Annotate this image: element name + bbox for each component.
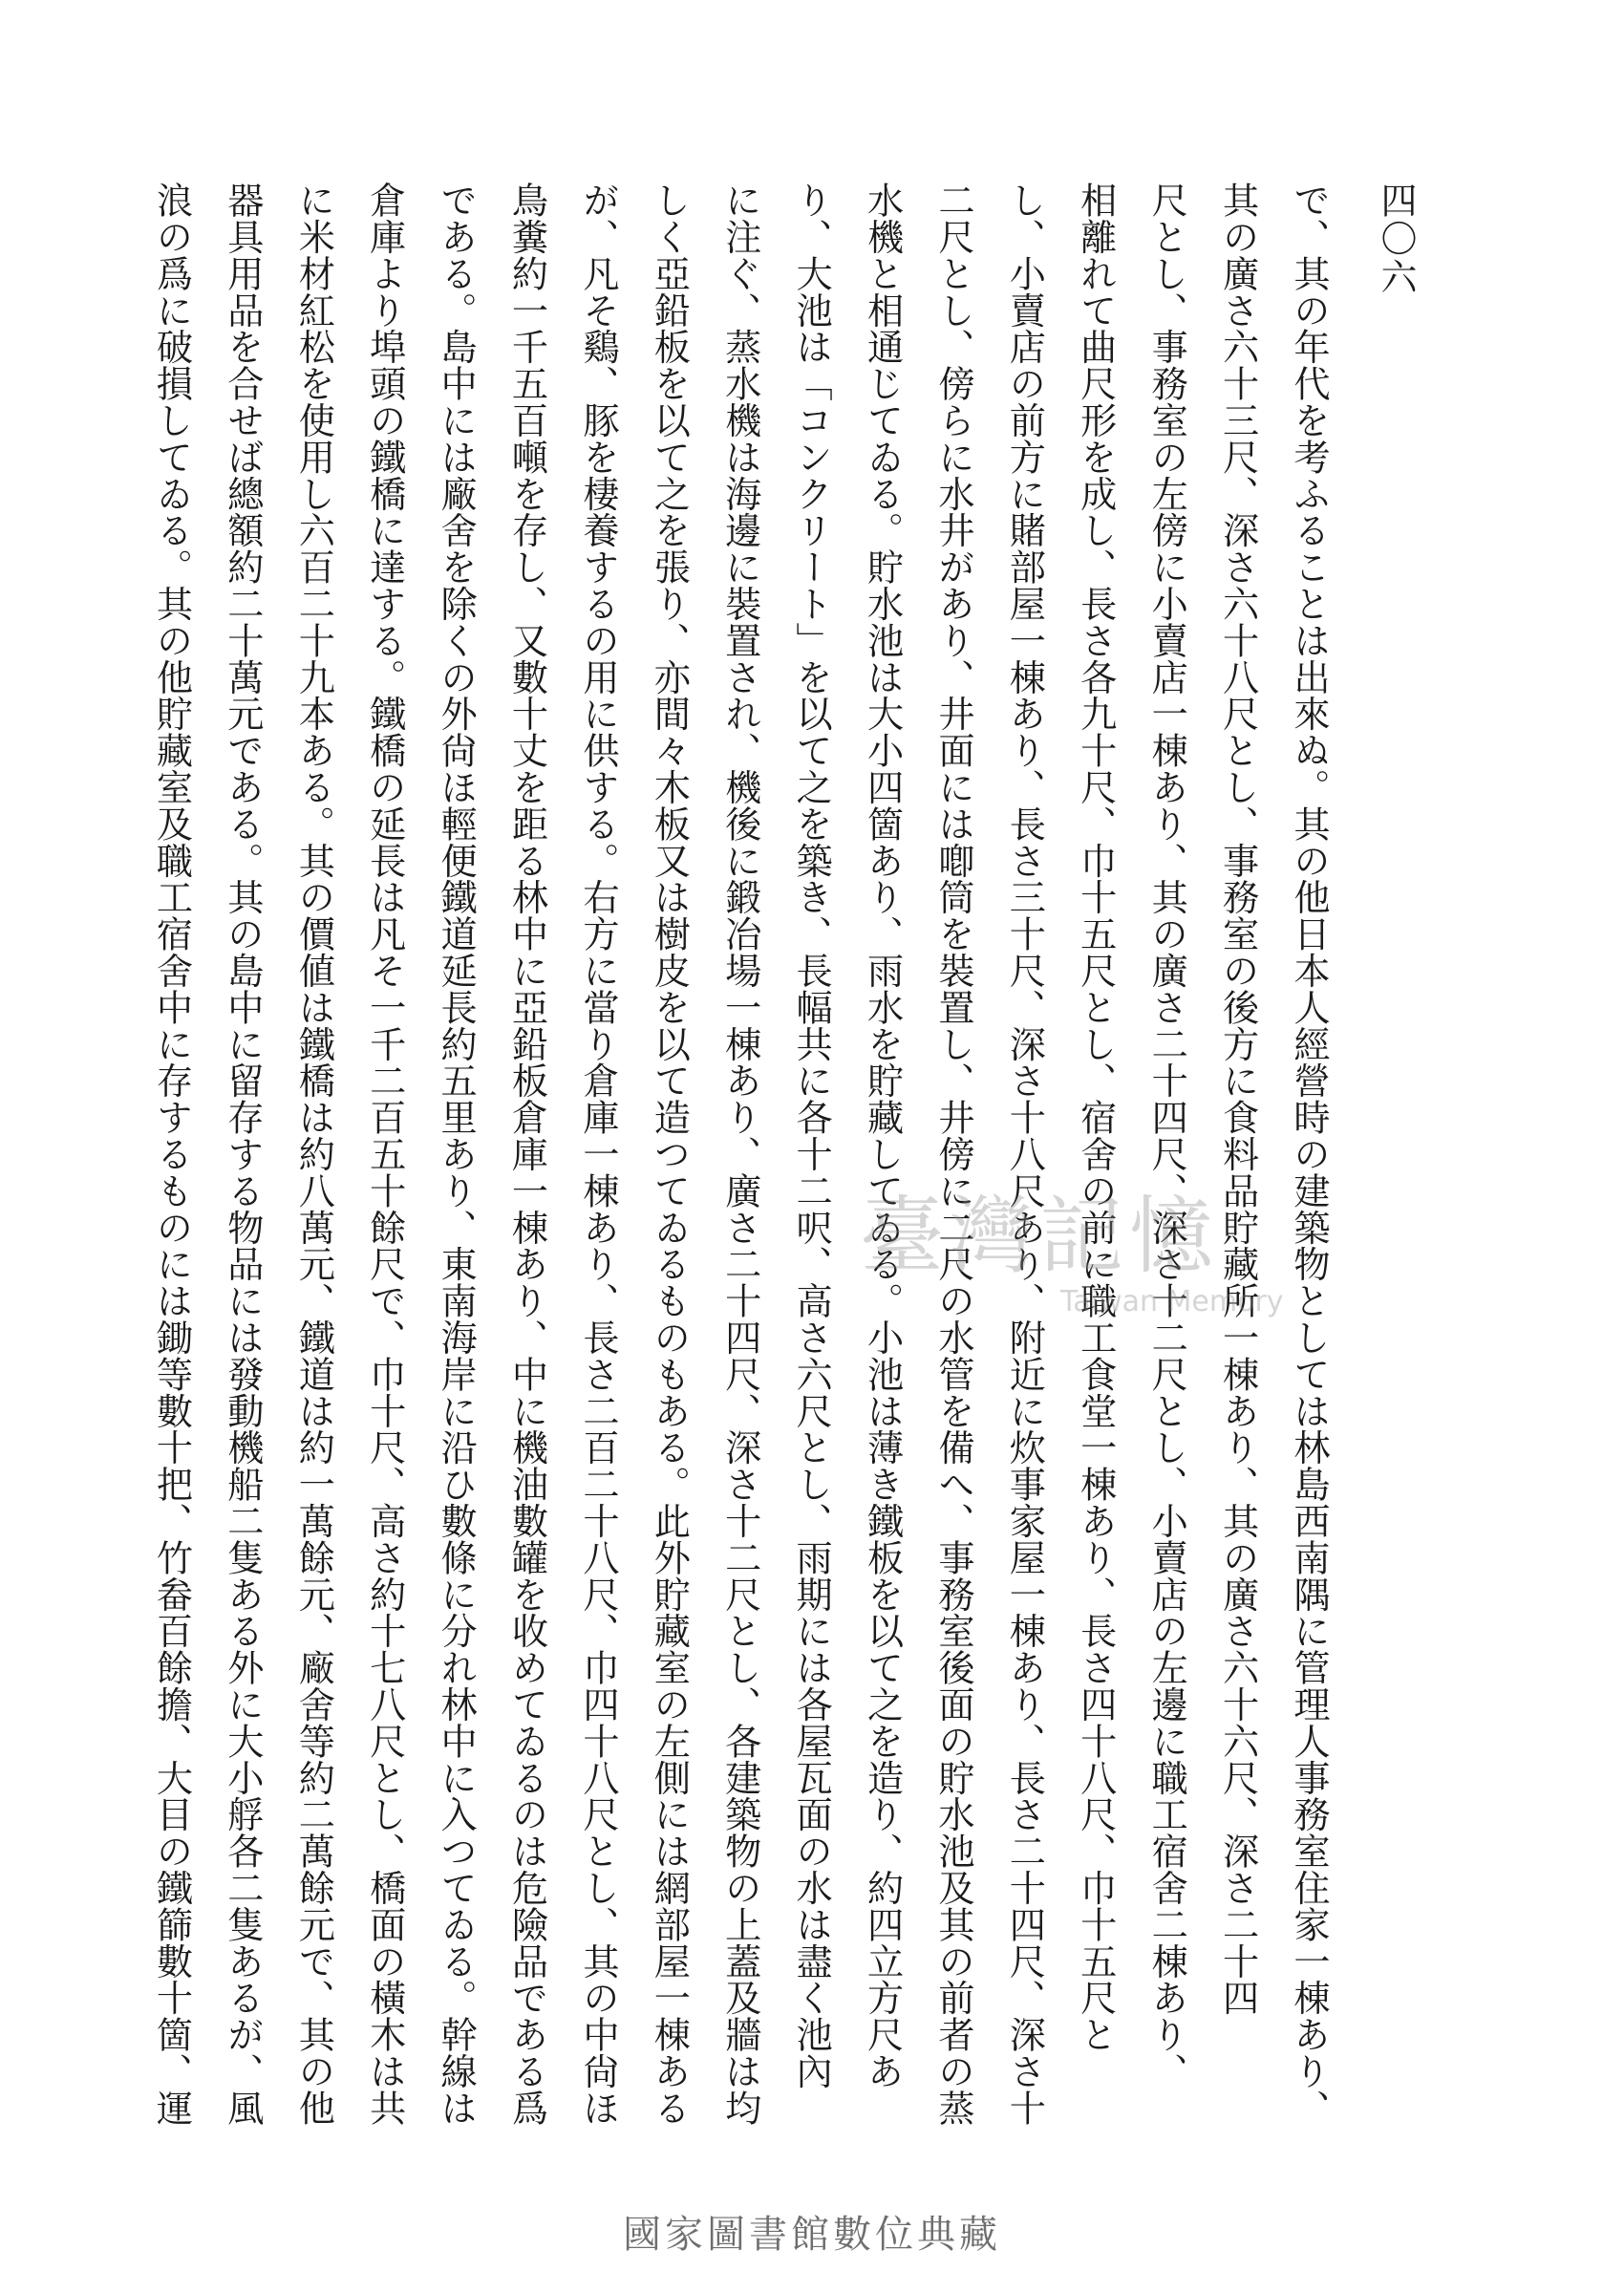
text-column: しく亞鉛板を以て之を張り、亦間々木板又は樹皮を以て造つてゐるものもある。此外貯藏室の左側には網部屋一棟ある xyxy=(647,182,690,2127)
page-number: 四〇六 xyxy=(1375,182,1417,296)
text-column: 鳥糞約一千五百噸を存し、又數十丈を距る林中に亞鉛板倉庫一棟あり、中に機油數罐を收めてゐるのは危險品である爲 xyxy=(504,182,547,2127)
text-column: が、凡そ鷄、豚を棲養するの用に供する。右方に當り倉庫一棟あり、長さ二百二十八尺、巾四十八尺とし、其の中尙ほ xyxy=(575,182,618,2127)
footer-credit: 國家圖書館數位典藏 xyxy=(623,2213,1001,2257)
text-column: 其の廣さ六十三尺、深さ六十八尺とし、事務室の後方に食料品貯藏所一棟あり、其の廣さ六十六尺、深さ二十四 xyxy=(1215,182,1258,2016)
vertical-text-body xyxy=(149,182,1343,2127)
text-column: 器具用品を合せば總額約二十萬元である。其の島中に留存する物品には發動機船二隻ある外に大小艀各二隻あるが、風 xyxy=(220,182,263,2127)
text-column: 水機と相通じてゐる。貯水池は大小四箇あり、雨水を貯藏してゐる。小池は薄き鐵板を以て之を造り、約四立方尺あ xyxy=(860,182,903,2089)
text-column: 相離れて曲尺形を成し、長さ各九十尺、巾十五尺とし、宿舍の前に職工食堂一棟あり、長さ四十八尺、巾十五尺と xyxy=(1073,182,1116,2053)
text-column: 二尺とし、傍らに水井があり、井面には喞筒を裝置し、井傍に二尺の水管を備へ、事務室後面の貯水池及其の前者の蒸 xyxy=(930,182,973,2127)
text-column: し、小賣店の前方に賭部屋一棟あり、長さ三十尺、深さ十八尺あり、附近に炊事家屋一棟あり、長さ二十四尺、深さ十 xyxy=(1002,182,1045,2127)
watermark-logo-text: 臺灣記憶 xyxy=(860,1187,1220,1285)
text-column: り、大池は「コンクリート」を以て之を築き、長幅共に各十二呎、高さ六尺とし、雨期には各屋瓦面の水は盡く池內 xyxy=(789,182,832,2089)
text-column: 倉庫より埠頭の鐵橋に達する。鐵橋の延長は凡そ一千二百五十餘尺で、巾十尺、高さ約十七八尺とし、橋面の橫木は共 xyxy=(362,182,405,2127)
text-column: 浪の爲に破損してゐる。其の他貯藏室及職工宿舍中に存するものには鋤等數十把、竹畚百餘擔、大目の鐵篩數十箇、運 xyxy=(149,182,192,2127)
text-column: である。島中には廠舍を除くの外尙ほ輕便鐵道延長約五里あり、東南海岸に沿ひ數條に分れ林中に入つてゐる。幹線は xyxy=(434,182,477,2127)
text-column: に注ぐ、蒸水機は海邊に裝置され、機後に鍛冶場一棟あり、廣さ二十四尺、深さ十二尺とし、各建築物の上蓋及牆は均 xyxy=(717,182,760,2127)
text-column: に米材紅松を使用し六百二十九本ある。其の價値は鐵橋は約八萬元、鐵道は約一萬餘元、廠舍等約二萬餘元で、其の他 xyxy=(291,182,334,2127)
text-column: 尺とし、事務室の左傍に小賣店一棟あり、其の廣さ二十四尺、深さ十二尺とし、小賣店の左邊に職工宿舍二棟あり、 xyxy=(1144,182,1187,2089)
text-column: で、其の年代を考ふることは出來ぬ。其の他日本人經營時の建築物としては林島西南隅に管理人事務室住家一棟あり、 xyxy=(1287,182,1329,2127)
watermark-subtitle: Taiwan Memory xyxy=(1060,1285,1284,1318)
